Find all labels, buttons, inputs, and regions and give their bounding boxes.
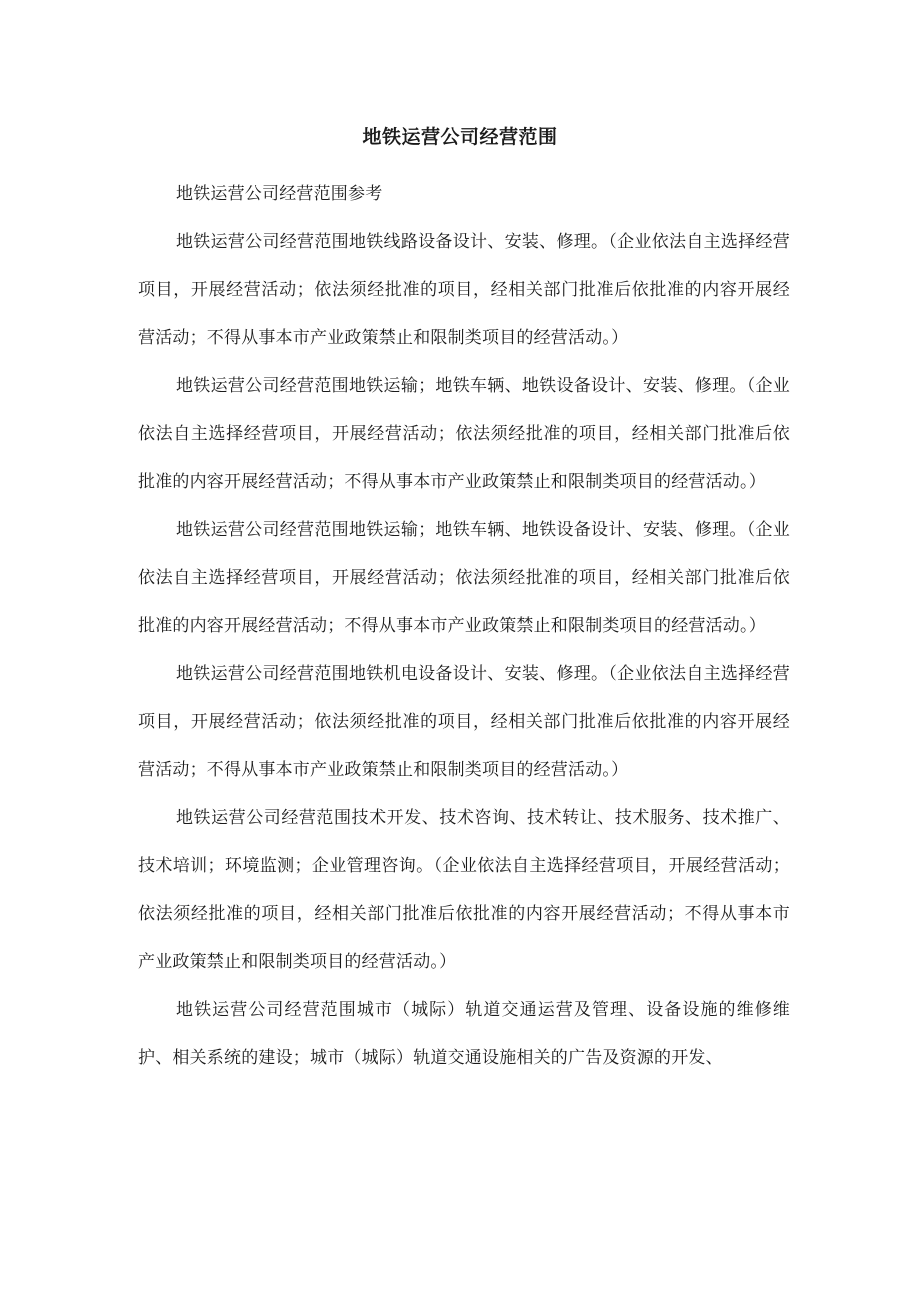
document-body bbox=[138, 170, 790, 1082]
document-title: 地铁运营公司经营范围 bbox=[362, 126, 558, 148]
paragraph-transport-1: 地铁运营公司经营范围地铁运输；地铁车辆、地铁设备设计、安装、修理。（企业依法自主选择经营项目，开展经营活动；依法须经批准的项目，经相关部门批准后依批准的内容开展经营活动；不得从事本市产业政策禁止和限制类项目的经营活动。） bbox=[138, 376, 790, 492]
paragraph-rail-transit-operations: 地铁运营公司经营范围城市（城际）轨道交通运营及管理、设备设施的维修维护、相关系统的建设；城市（城际）轨道交通设施相关的广告及资源的开发、 bbox=[138, 1000, 790, 1068]
paragraph-electromechanical: 地铁运营公司经营范围地铁机电设备设计、安装、修理。（企业依法自主选择经营项目，开展经营活动；依法须经批准的项目，经相关部门批准后依批准的内容开展经营活动；不得从事本市产业政策禁止和限制类项目的经营活动。） bbox=[138, 664, 790, 780]
paragraph-technology-services: 地铁运营公司经营范围技术开发、技术咨询、技术转让、技术服务、技术推广、技术培训；环境监测；企业管理咨询。（企业依法自主选择经营项目，开展经营活动；依法须经批准的项目，经相关部门批准后依批准的内容开展经营活动；不得从事本市产业政策禁止和限制类项目的经营活动。） bbox=[138, 808, 790, 972]
paragraph-transport-2: 地铁运营公司经营范围地铁运输；地铁车辆、地铁设备设计、安装、修理。（企业依法自主选择经营项目，开展经营活动；依法须经批准的项目，经相关部门批准后依批准的内容开展经营活动；不得从事本市产业政策禁止和限制类项目的经营活动。） bbox=[138, 520, 790, 636]
paragraph-line-equipment: 地铁运营公司经营范围地铁线路设备设计、安装、修理。（企业依法自主选择经营项目，开展经营活动；依法须经批准的项目，经相关部门批准后依批准的内容开展经营活动；不得从事本市产业政策禁止和限制类项目的经营活动。） bbox=[138, 232, 790, 348]
paragraph-reference: 地铁运营公司经营范围参考 bbox=[176, 184, 383, 204]
